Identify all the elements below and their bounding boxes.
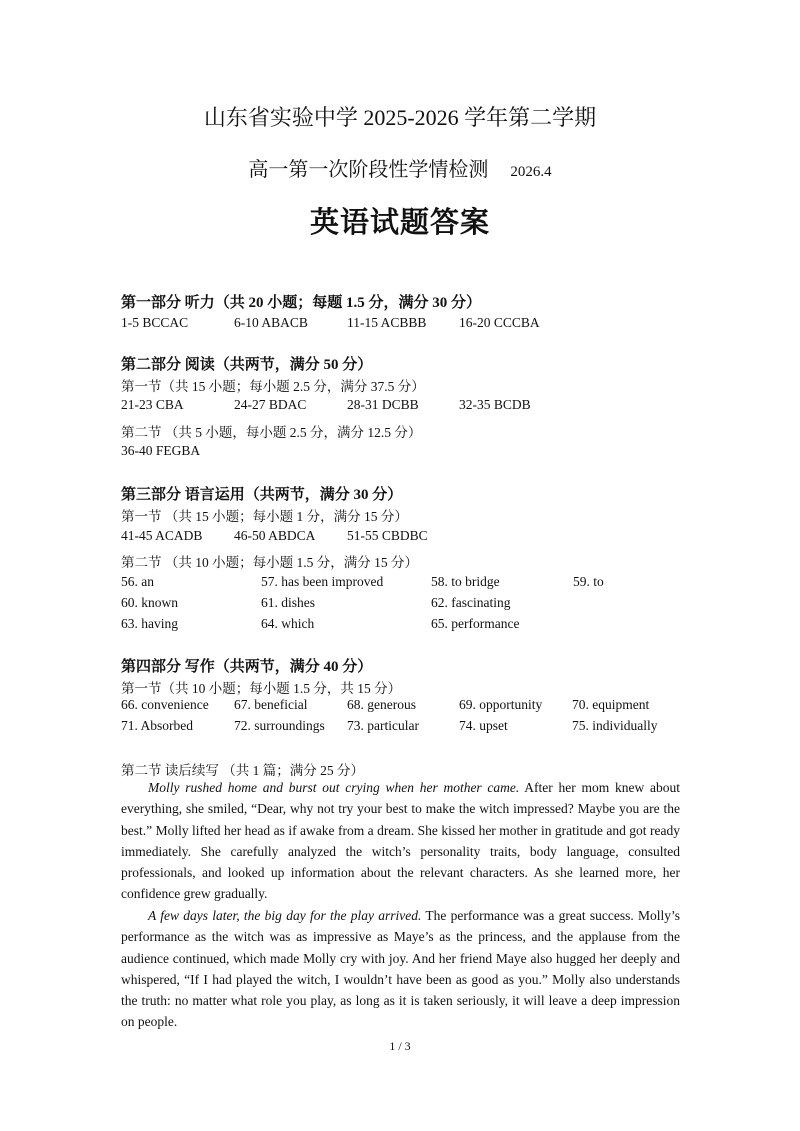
part2-sec2-answer: 36-40 FEGBA [121, 443, 201, 458]
part2-sec1-label: 第一节（共 15 小题；每小题 2.5 分，满分 37.5 分） [121, 379, 425, 394]
part3-sec2-answer: 60. known [121, 595, 178, 610]
part2-sec1-answer: 28-31 DCBB [347, 397, 419, 412]
part4-sec1-answer: 73. particular [347, 718, 419, 733]
part4-sec1-answer: 75. individually [572, 718, 658, 733]
part1-answer: 16-20 CCCBA [459, 315, 540, 330]
part3-sec2-answer: 64. which [261, 616, 315, 631]
document-title: 英语试题答案 [309, 207, 490, 239]
part3-sec2-answer: 59. to [573, 574, 604, 589]
part3-sec2-answer: 63. having [121, 616, 178, 631]
part3-sec1-answer: 51-55 CBDBC [347, 528, 428, 543]
exam-name: 高一第一次阶段性学情检测 [248, 159, 489, 181]
part3-sec2-answer: 57. has been improved [261, 574, 384, 589]
paragraph-2-lead: A few days later, the big day for the play arrived. [148, 908, 422, 923]
part1-heading: 第一部分 听力（共 20 小题；每题 1.5 分，满分 30 分） [121, 295, 482, 311]
part2-sec1-answer: 21-23 CBA [121, 397, 184, 412]
part1-answer: 1-5 BCCAC [121, 315, 189, 330]
part3-heading: 第三部分 语言运用（共两节，满分 30 分） [121, 487, 403, 503]
school-term-title: 山东省实验中学 2025-2026 学年第二学期 [203, 105, 597, 130]
exam-date: 2026.4 [510, 164, 552, 180]
part3-sec1-answer: 46-50 ABDCA [234, 528, 316, 543]
part2-sec2-label: 第二节 （共 5 小题，每小题 2.5 分，满分 12.5 分） [121, 425, 422, 440]
page-number: 1 / 3 [389, 1039, 411, 1053]
part3-sec2-answer: 62. fascinating [431, 595, 511, 610]
part4-sec1-answer: 70. equipment [572, 697, 650, 712]
part4-sec1-answer: 67. beneficial [234, 697, 308, 712]
continuation-paragraph-2 [121, 905, 680, 1033]
exam-title [0, 153, 800, 182]
part1-answer: 6-10 ABACB [234, 315, 308, 330]
part3-sec1-label: 第一节 （共 15 小题；每小题 1 分，满分 15 分） [121, 509, 408, 524]
part1-answer: 11-15 ACBBB [347, 315, 427, 330]
paragraph-1-lead: Molly rushed home and burst out crying when her mother came. [148, 780, 520, 795]
part3-sec2-label: 第二节 （共 10 小题；每小题 1.5 分，满分 15 分） [121, 555, 418, 570]
paragraph-2-body: The performance was a great success. Molly’s performance as the witch was as impressive as Maye’s as the princess, and the applause from the audience continued, which made Molly cry with joy. And her friend Maye also hugged her deeply and whispered, “If I had played the witch, I wouldn’t have been as good as you.” Molly also understands the truth: no matter what role you play, as long as it is taken seriously, it will leave a deep impression on people. [121, 908, 680, 1030]
part2-sec1-answer: 32-35 BCDB [459, 397, 531, 412]
part4-sec1-answer: 72. surroundings [234, 718, 325, 733]
part4-heading: 第四部分 写作（共两节，满分 40 分） [121, 659, 373, 675]
part3-sec1-answer: 41-45 ACADB [121, 528, 203, 543]
paragraph-1-body: After her mom knew about everything, she smiled, “Dear, why not try your best to make the witch impressed? Maybe you are the best.” Molly lifted her head as if awake from a dream. She kissed her mother in gratitude and got ready immediately. She carefully analyzed the witch’s personality traits, body language, consulted professionals, and looked up information about the relevant characters. As she learned more, her confidence grew gradually. [121, 780, 680, 902]
part4-sec1-label: 第一节（共 10 小题；每小题 1.5 分，共 15 分） [121, 681, 402, 696]
part3-sec2-answer: 56. an [121, 574, 154, 589]
part2-sec1-answer: 24-27 BDAC [234, 397, 307, 412]
part3-sec2-answer: 65. performance [431, 616, 520, 631]
continuation-paragraph-1 [121, 777, 680, 905]
part2-heading: 第二部分 阅读（共两节，满分 50 分） [121, 357, 373, 373]
part4-sec1-answer: 74. upset [459, 718, 508, 733]
part3-sec2-answer: 58. to bridge [431, 574, 500, 589]
part4-sec1-answer: 71. Absorbed [121, 718, 193, 733]
part4-sec2-label: 第二节 读后续写 （共 1 篇；满分 25 分） [121, 763, 364, 778]
part4-sec1-answer: 69. opportunity [459, 697, 543, 712]
part3-sec2-answer: 61. dishes [261, 595, 315, 610]
part4-sec1-answer: 66. convenience [121, 697, 209, 712]
part4-sec1-answer: 68. generous [347, 697, 416, 712]
